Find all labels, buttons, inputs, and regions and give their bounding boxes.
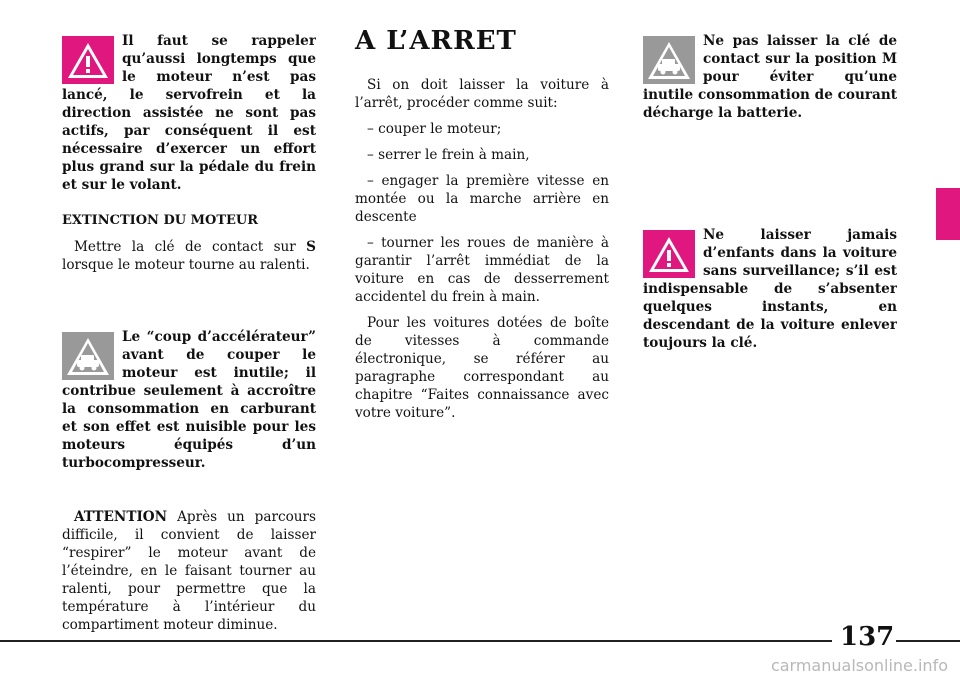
warning-triangle-icon	[62, 36, 114, 84]
section-heading: EXTINCTION DU MOTEUR	[62, 213, 259, 228]
warning-servofrein	[62, 32, 316, 194]
extinction-paragraph: Mettre la clé de contact sur S lorsque le moteur tourne au ralenti.	[62, 239, 316, 273]
column-middle	[355, 26, 609, 422]
list-item: – tourner les roues de manière à garantir l’arrêt immédiat de la voiture en cas de desserrement accidentel du frein à main.	[355, 235, 609, 305]
footer-rule	[896, 640, 960, 642]
list-item: – couper le moteur;	[367, 121, 502, 137]
car-environment-icon	[643, 36, 695, 84]
warning-batterie	[643, 32, 897, 122]
warning-text: Le “coup d’accélérateur” avant de couper le moteur est inutile; il contribue seulement à accroître la consommation en carburant et son effet est nuisible pour les moteurs équipés d’un turbocompresseur.	[62, 329, 316, 471]
car-environment-icon	[62, 332, 114, 380]
warning-triangle-icon	[643, 230, 695, 278]
chapter-tab	[936, 188, 960, 240]
footer-rule	[0, 640, 832, 642]
page-number: 137	[840, 622, 895, 652]
warning-text: Ne pas laisser la clé de contact sur la position M pour éviter qu’une inutile consommation de courant décharge la batterie.	[643, 33, 897, 121]
warning-text: Ne laisser jamais d’enfants dans la voiture sans surveillance; s’il est indispensable de s’absenter quelques instants, en descendant de la voiture enlever toujours la clé.	[643, 227, 897, 351]
attention-paragraph: ATTENTION Après un parcours difficile, il convient de laisser “respirer” le moteur avant de l’éteindre, en le faisant tourner au ralenti, pour permettre que la température à l’intérieur du compartiment moteur diminue.	[62, 509, 316, 633]
column-right	[643, 32, 897, 352]
intro-paragraph: Si on doit laisser la voiture à l’arrêt, procéder comme suit:	[355, 77, 609, 111]
watermark: carmanualsonline.info	[770, 656, 948, 675]
section-title: A L’ARRET	[355, 26, 517, 56]
warning-text: Il faut se rappeler qu’aussi longtemps que le moteur n’est pas lancé, le servofrein et la direction assistée ne sont pas actifs, par conséquent il est nécessaire d’exercer un effort plus grand sur la pédale du frein et sur le volant.	[62, 33, 316, 193]
column-left	[62, 32, 316, 634]
list-item: – serrer le frein à main,	[367, 147, 530, 163]
warning-enfants	[643, 226, 897, 352]
list-item: – engager la première vitesse en montée ou la marche arrière en descente	[355, 173, 609, 225]
note-paragraph: Pour les voitures dotées de boîte de vitesses à commande électronique, se référer au paragraphe correspondant au chapitre “Faites connaissance avec votre voiture”.	[355, 315, 609, 421]
warning-accelerateur	[62, 328, 316, 472]
